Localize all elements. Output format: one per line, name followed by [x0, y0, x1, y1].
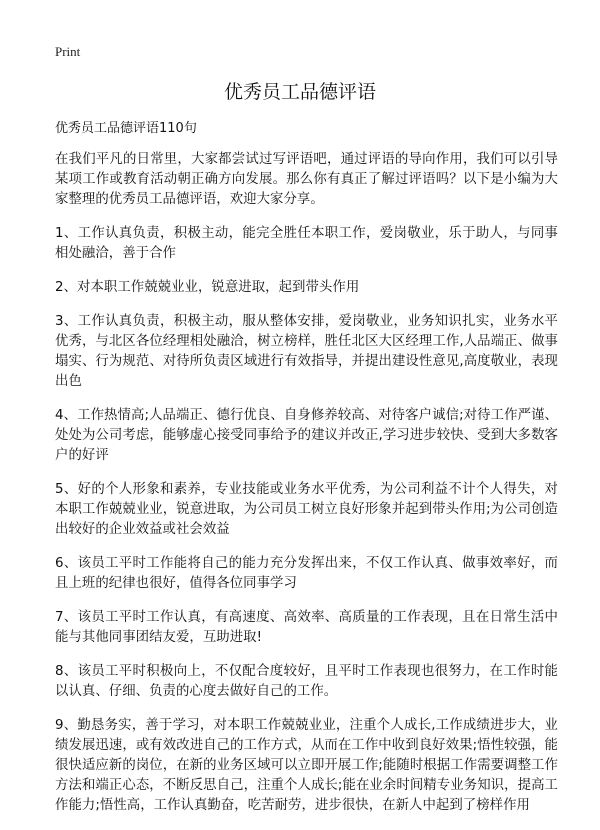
- intro-paragraph: 在我们平凡的日常里，大家都尝试过写评语吧，通过评语的导向作用，我们可以引导某项工作或教育活动朝正确方向发展。那么你有真正了解过评语吗？以下是小编为大家整理的优秀员工品德评语，欢迎大家分享。: [55, 152, 558, 207]
- comment-item: 9、勤恳务实，善于学习，对本职工作兢兢业业，注重个人成长,工作成绩进步大，业绩发展迅速，或有效改进自己的工作方式，从而在工作中收到良好效果;悟性较强，能很快适应新的岗位，在新的业务区域可以立即开展工作;能随时根据工作需要调整工作方法和端正心态，不断反思自己，注重个人成长;能在业余时间精专业务知识，提高工作能力;悟性高，工作认真勤奋，吃苦耐劳，进步很快，在新人中起到了榜样作用: [55, 718, 558, 813]
- comment-item: 5、好的个人形象和素养，专业技能或业务水平优秀，为公司利益不计个人得失，对本职工作兢兢业业，锐意进取，为公司员工树立良好形象并起到带头作用;为公司创造出较好的企业效益或社会效益: [55, 482, 558, 537]
- comment-item: 1、工作认真负责，积极主动，能完全胜任本职工作，爱岗敬业，乐于助人，与同事相处融洽，善于合作: [55, 226, 558, 261]
- comment-item: 6、该员工平时工作能将自己的能力充分发挥出来，不仅工作认真、做事效率好，而且上班的纪律也很好，值得各位同事学习: [55, 556, 558, 591]
- document-body: [55, 150, 558, 830]
- comment-item: 4、工作热情高;人品端正、德行优良、自身修养较高、对待客户诚信;对待工作严谨、处处为公司考虑，能够虚心接受同事给予的建议并改正,学习进步较快、受到大多数客户的好评: [55, 408, 558, 463]
- page-title: 优秀员工品德评语: [223, 81, 376, 103]
- comment-item: 3、工作认真负责，积极主动，服从整体安排，爱岗敬业，业务知识扎实，业务水平优秀，与北区各位经理相处融洽，树立榜样，胜任北区大区经理工作,人品端正、做事塌实、行为规范、对待所负责区域进行有效指导，并提出建设性意见,高度敬业，表现出色: [55, 314, 558, 389]
- print-link[interactable]: Print: [55, 44, 81, 59]
- comment-item: 2、对本职工作兢兢业业，锐意进取，起到带头作用: [55, 280, 360, 295]
- document-subtitle: 优秀员工品德评语110句: [55, 121, 197, 136]
- comment-item: 8、该员工平时积极向上，不仅配合度较好，且平时工作表现也很努力，在工作时能以认真、仔细、负责的心度去做好自己的工作。: [55, 664, 558, 699]
- comment-item: 7、该员工平时工作认真，有高速度、高效率、高质量的工作表现，且在日常生活中能与其他同事团结友爱，互助进取!: [55, 610, 558, 645]
